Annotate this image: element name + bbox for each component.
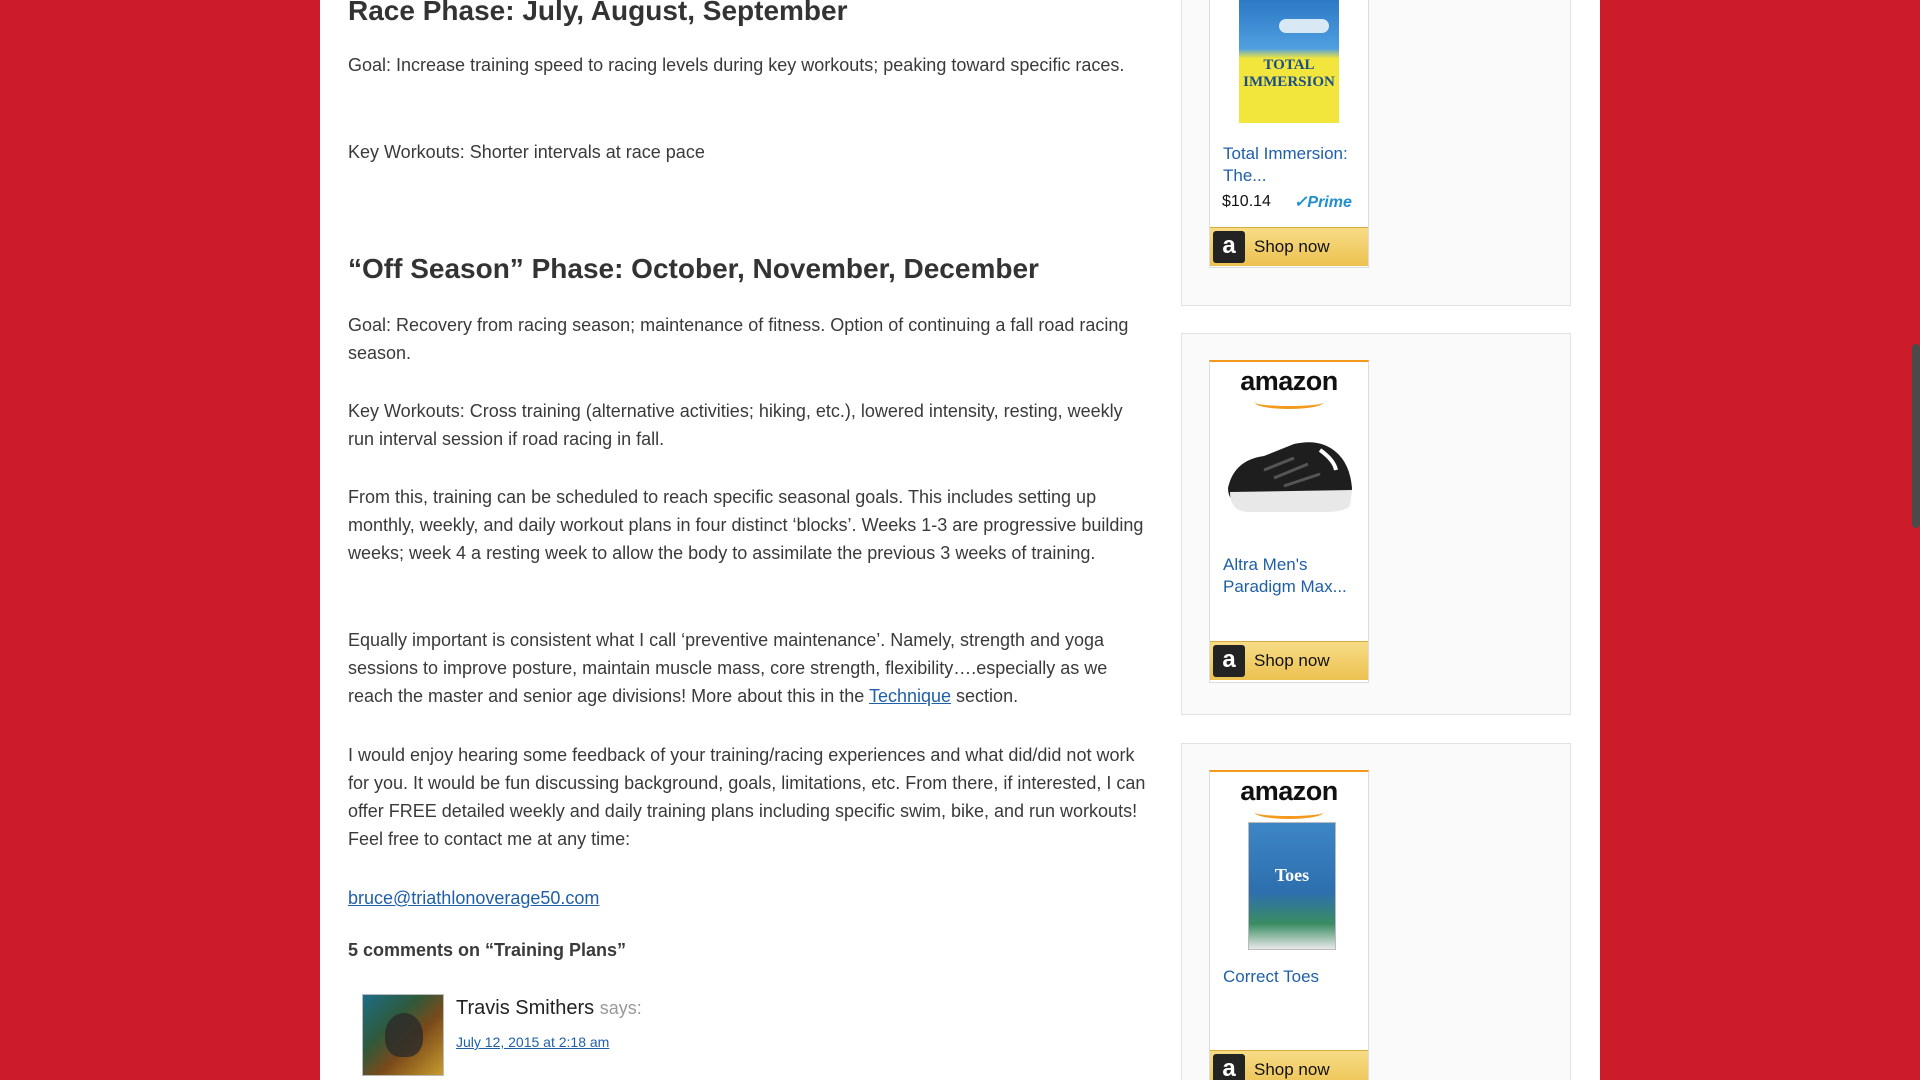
page [320, 0, 1600, 1080]
correct-toes-box-image [1248, 822, 1336, 950]
amazon-smile-icon [1255, 396, 1323, 409]
feedback-paragraph: I would enjoy hearing some feedback of your training/racing experiences and what did/did not work for you. It would be fun discussing background, goals, limitations, etc. From there, if interested, I can offer FREE detailed weekly and daily training plans including specific swim, bike, and run workouts! Feel free to contact me at any time: [348, 745, 1146, 849]
product-title-line2: Paradigm Max... [1223, 577, 1347, 596]
comment-author-line [456, 994, 642, 1022]
product-title-line1: Altra Men's [1223, 555, 1308, 574]
shop-now-button[interactable] [1210, 227, 1368, 266]
email-link[interactable]: bruce@triathlonoverage50.com [348, 888, 600, 908]
product-title-link[interactable] [1223, 143, 1363, 187]
race-phase-heading: Race Phase: July, August, September [348, 0, 848, 26]
comment-says: says: [599, 998, 642, 1018]
amazon-smile-icon [1255, 806, 1323, 819]
shop-now-button[interactable] [1210, 641, 1368, 680]
ad-card[interactable] [1209, 0, 1369, 268]
comments-heading: 5 comments on “Training Plans” [348, 940, 627, 960]
maintenance-text-end: section. [951, 686, 1019, 706]
correct-toes-box-label: Toes [1274, 865, 1310, 885]
shop-now-button[interactable] [1210, 1050, 1368, 1080]
amazon-icon: a [1213, 1054, 1245, 1080]
shop-now-label: Shop now [1254, 237, 1330, 256]
product-title-link[interactable] [1223, 554, 1363, 598]
product-title-line2: The... [1223, 166, 1267, 185]
ad-widget [1181, 0, 1571, 306]
amazon-icon: a [1213, 231, 1245, 263]
product-title-link[interactable]: Correct Toes [1223, 967, 1320, 986]
avatar [362, 994, 444, 1076]
comment-date-link[interactable]: July 12, 2015 at 2:18 am [456, 1034, 610, 1050]
ad-widget [1181, 743, 1571, 1080]
ad-card[interactable] [1209, 770, 1369, 1080]
book-cover-image [1239, 0, 1339, 123]
shoe-image [1224, 430, 1356, 516]
swimmer-graphic [1279, 19, 1329, 33]
email-paragraph [348, 884, 599, 912]
prime-badge: ✓Prime [1294, 194, 1352, 211]
off-season-goal-text: Goal: Recovery from racing season; maintenance of fitness. Option of continuing a fall road racing season. [348, 315, 1129, 363]
ad-card[interactable] [1209, 360, 1369, 683]
maintenance-paragraph [348, 626, 1148, 710]
scrollbar-thumb[interactable] [1912, 344, 1920, 528]
shop-now-label: Shop now [1254, 1060, 1330, 1079]
schedule-paragraph: From this, training can be scheduled to reach specific seasonal goals. This includes setting up monthly, weekly, and daily workout plans in four distinct ‘blocks’. Weeks 1-3 are progressive building weeks; week 4 a resting week to allow the body to assimilate the previous 3 weeks of training. [348, 487, 1144, 563]
shop-now-label: Shop now [1254, 651, 1330, 670]
off-season-key-workouts-text: Key Workouts: Cross training (alternative activities; hiking, etc.), lowered intensity, resting, weekly run interval session if road racing in fall. [348, 401, 1123, 449]
amazon-icon: a [1213, 645, 1245, 677]
ad-widget [1181, 333, 1571, 715]
amazon-logo: amazon [1240, 366, 1338, 396]
comment [362, 994, 862, 1080]
book-cover-title: TOTAL IMMERSION [1243, 57, 1335, 90]
maintenance-text: Equally important is consistent what I call ‘preventive maintenance’. Namely, strength and yoga sessions to improve posture, maintain muscle mass, core strength, flexibility….especially as we reach the master and senior age divisions! More about this in the [348, 630, 1108, 706]
off-season-heading: “Off Season” Phase: October, November, December [348, 253, 1039, 284]
product-title-line1: Total Immersion: [1223, 144, 1348, 163]
product-price: $10.14 [1222, 193, 1271, 210]
race-key-workouts-text: Key Workouts: Shorter intervals at race pace [348, 142, 705, 162]
technique-link[interactable]: Technique [868, 686, 952, 706]
race-goal-text: Goal: Increase training speed to racing levels during key workouts; peaking toward specific races. [348, 55, 1125, 75]
comment-author: Travis Smithers [456, 997, 595, 1019]
amazon-logo: amazon [1240, 776, 1338, 806]
